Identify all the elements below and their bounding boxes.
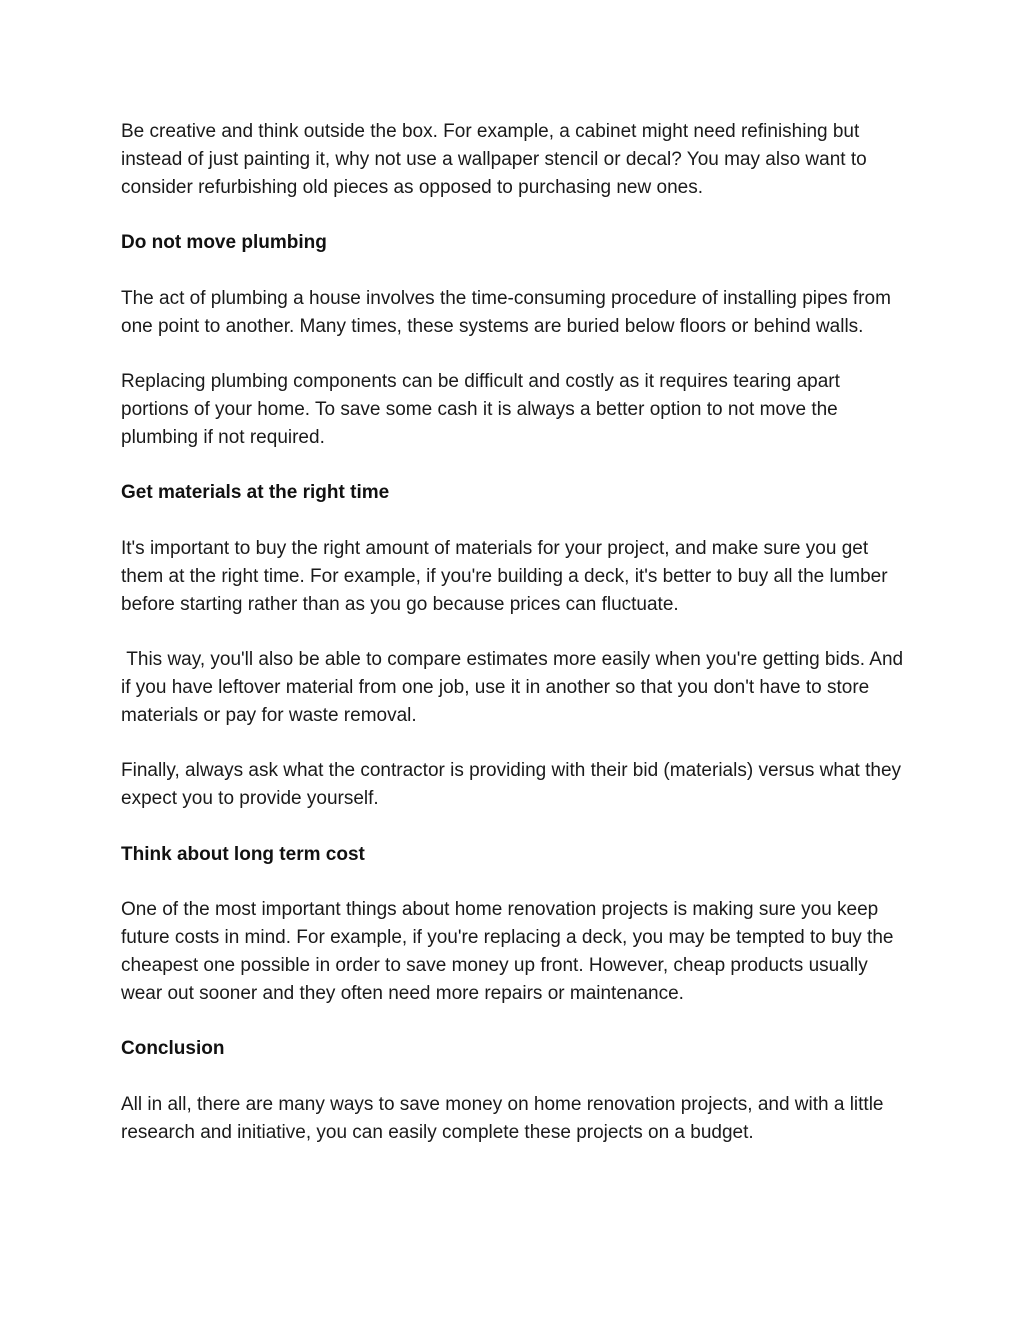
- paragraph-plumbing-act: The act of plumbing a house involves the time-consuming procedure of installing pipes from one point to another. Many times, these systems are buried below floors or behind walls.: [121, 287, 897, 337]
- paragraph-compare-estimates: This way, you'll also be able to compare estimates more easily when you're getting bids. And if you have leftover material from one job, use it in another so that you don't have to store materials or pay for waste removal.: [121, 649, 909, 726]
- heading-get-materials: Get materials at the right time: [121, 482, 390, 504]
- paragraph-conclusion: All in all, there are many ways to save money on home renovation projects, and with a little research and initiative, you can easily complete these projects on a budget.: [121, 1093, 889, 1143]
- paragraph-contractor-bid: Finally, always ask what the contractor is providing with their bid (materials) versus what they expect you to provide yourself.: [121, 760, 907, 810]
- paragraph-future-costs: One of the most important things about home renovation projects is making sure you keep future costs in mind. For example, if you're replacing a deck, you may be tempted to buy the cheapest one possible in order to save money up front. However, cheap products usually wear out sooner and they often need more repairs or maintenance.: [121, 899, 899, 1004]
- paragraph-creative-ideas: Be creative and think outside the box. For example, a cabinet might need refinishing but instead of just painting it, why not use a wallpaper stencil or decal? You may also want to consider refurbishing old pieces as opposed to purchasing new ones.: [121, 121, 872, 198]
- paragraph-buy-materials: It's important to buy the right amount of materials for your project, and make sure you get them at the right time. For example, if you're building a deck, it's better to buy all the lumber before starting rather than as you go because prices can fluctuate.: [121, 537, 893, 615]
- paragraph-replacing-plumbing: Replacing plumbing components can be difficult and costly as it requires tearing apart portions of your home. To save some cash it is always a better option to not move the plumbing if not required.: [121, 371, 846, 448]
- heading-long-term-cost: Think about long term cost: [121, 843, 365, 865]
- heading-do-not-move-plumbing: Do not move plumbing: [121, 232, 327, 254]
- heading-conclusion: Conclusion: [121, 1038, 225, 1060]
- document-page: [121, 118, 911, 1146]
